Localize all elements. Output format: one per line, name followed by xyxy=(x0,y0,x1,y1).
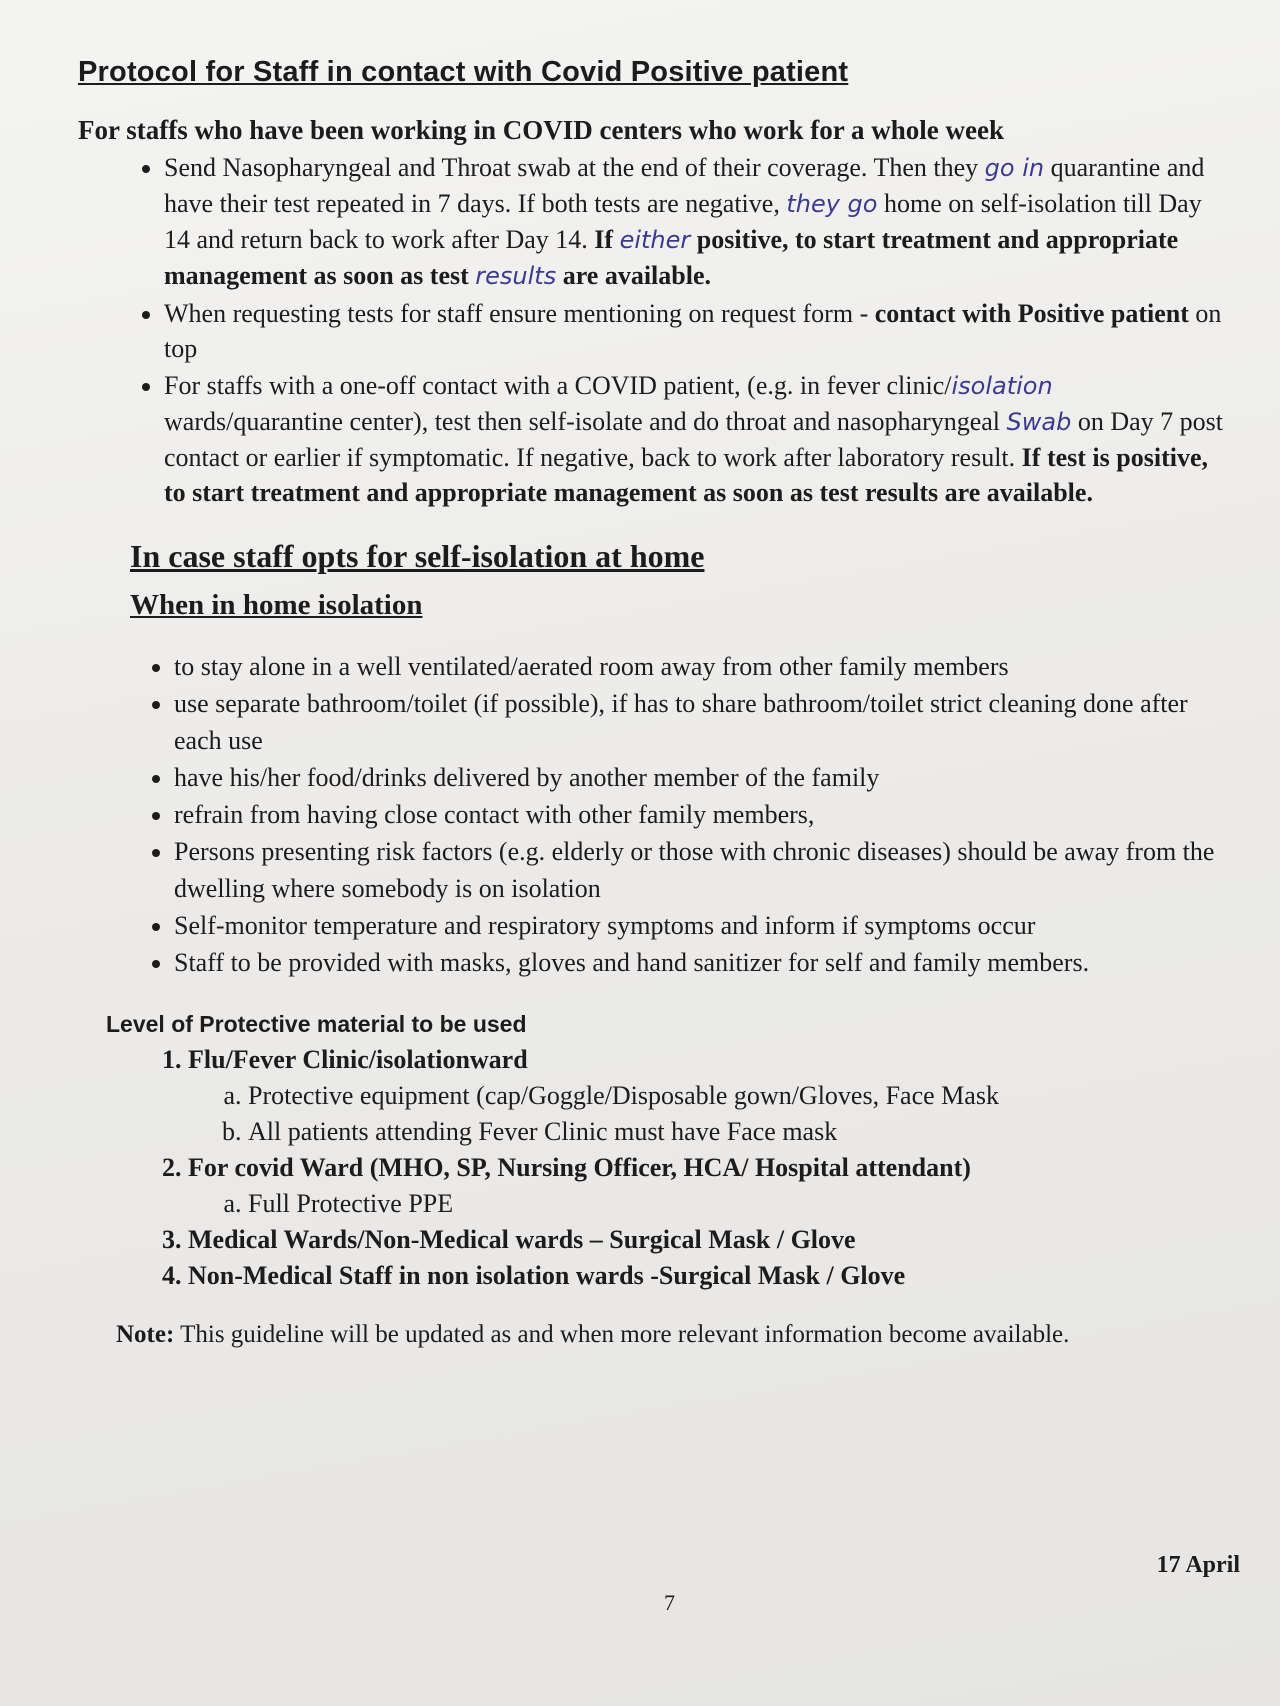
covid-bullet-item xyxy=(164,296,1224,366)
covid-bullet-item xyxy=(164,150,1224,294)
protective-sublist xyxy=(188,1186,1224,1222)
bullet-text: contact with Positive patient xyxy=(874,299,1189,328)
note-paragraph xyxy=(116,1318,1144,1351)
home-isolation-item: • Staff to be provided with masks, gloves and hand sanitizer for self and family members. xyxy=(174,944,1224,981)
bullet-text: are available. xyxy=(556,261,711,290)
handwritten-text: isolation xyxy=(951,372,1053,400)
protective-subitem: a. Full Protective PPE xyxy=(248,1186,1224,1222)
handwritten-text: either xyxy=(619,226,691,254)
document-date: 17 April xyxy=(1156,1552,1240,1578)
protective-levels-list xyxy=(78,1042,1224,1294)
protective-level-label: Flu/Fever Clinic/isolationward xyxy=(188,1045,528,1074)
note-label: Note: xyxy=(116,1321,175,1348)
bullet-text: positive, to start treatment and appropriate management as soon as test xyxy=(164,225,1179,290)
intro-text: For staffs who have been working in COVID centers who work for a whole week xyxy=(78,115,1004,145)
protective-level-label: Medical Wards/Non-Medical wards – Surgical Mask / Glove xyxy=(188,1225,856,1254)
protective-material-heading: Level of Protective material to be used xyxy=(106,1011,527,1037)
document-title: Protocol for Staff in contact with Covid Positive patient xyxy=(78,56,849,88)
bullet-text: quarantine and have their test repeated in 7 days. If both tests are negative, xyxy=(164,153,1205,218)
home-isolation-item: • to stay alone in a well ventilated/aerated room away from other family members xyxy=(174,648,1224,685)
bullet-text: on top xyxy=(164,299,1222,363)
handwritten-text: Swab xyxy=(1006,408,1072,436)
home-isolation-bullets xyxy=(78,648,1224,981)
protective-level-item xyxy=(188,1258,1224,1294)
protective-level-label: For covid Ward (MHO, SP, Nursing Officer, HCA/ Hospital attendant) xyxy=(188,1153,971,1182)
self-isolation-heading: In case staff opts for self-isolation at home xyxy=(130,538,705,574)
protective-level-label: Non-Medical Staff in non isolation wards -Surgical Mask / Glove xyxy=(188,1261,906,1290)
home-isolation-item: • refrain from having close contact with other family members, xyxy=(174,796,1224,833)
home-isolation-item: • Self-monitor temperature and respiratory symptoms and inform if symptoms occur xyxy=(174,907,1224,944)
handwritten-text: results xyxy=(475,262,557,290)
bullet-text: For staffs with a one-off contact with a COVID patient, (e.g. in fever clinic/ xyxy=(164,371,952,400)
bullet-text: When requesting tests for staff ensure mentioning on request form - xyxy=(164,299,875,328)
home-isolation-heading: When in home isolation xyxy=(130,589,423,621)
note-text: This guideline will be updated as and when more relevant information become available. xyxy=(174,1321,1070,1348)
protective-level-item xyxy=(188,1042,1224,1150)
protective-subitem: b. All patients attending Fever Clinic must have Face mask xyxy=(248,1114,1224,1150)
bullet-text: on Day 7 post contact or earlier if symptomatic. If negative, back to work after laboratory result. xyxy=(164,407,1224,472)
protective-level-item xyxy=(188,1150,1224,1222)
bullet-text: If test is positive, to start treatment and appropriate management as soon as test results are available. xyxy=(164,443,1208,507)
protective-subitem: a. Protective equipment (cap/Goggle/Disposable gown/Gloves, Face Mask xyxy=(248,1078,1224,1114)
bullet-text: home on self-isolation till Day 14 and return back to work after Day 14. xyxy=(164,189,1202,254)
handwritten-text: they go xyxy=(786,190,878,218)
bullet-text: Send Nasopharyngeal and Throat swab at the end of their coverage. Then they xyxy=(164,153,985,182)
protective-sublist xyxy=(188,1078,1224,1150)
bullet-text: If xyxy=(594,225,620,254)
page-number: 7 xyxy=(664,1590,675,1615)
bullet-text: wards/quarantine center), test then self-isolate and do throat and nasopharyngeal xyxy=(164,407,1007,436)
handwritten-text: go in xyxy=(984,154,1045,182)
covid-staff-bullets xyxy=(78,150,1224,510)
home-isolation-item: • use separate bathroom/toilet (if possible), if has to share bathroom/toilet strict cleaning done after each use xyxy=(174,685,1224,759)
home-isolation-item: • have his/her food/drinks delivered by another member of the family xyxy=(174,759,1224,796)
covid-bullet-item xyxy=(164,368,1224,510)
protective-level-item xyxy=(188,1222,1224,1258)
home-isolation-item: • Persons presenting risk factors (e.g. elderly or those with chronic diseases) should be away from the dwelling where somebody is on isolation xyxy=(174,833,1224,907)
